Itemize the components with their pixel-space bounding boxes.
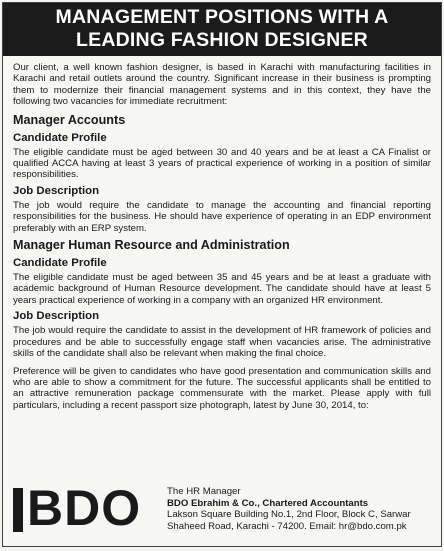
- recipient-line: The HR Manager: [167, 486, 241, 497]
- headline-line-2: LEADING FASHION DESIGNER: [76, 29, 368, 51]
- candidate-profile-heading: Candidate Profile: [13, 131, 107, 144]
- candidate-profile-text: The eligible candidate must be aged between 30 and 40 years and be at least a CA Finalist or qualified ACCA having at least 3 years of practical experience of working in a position of similar responsibilities.: [13, 146, 431, 181]
- job-description-heading: Job Description: [13, 184, 100, 197]
- bdo-logo: BDO: [27, 480, 142, 536]
- job-advertisement: [2, 2, 442, 547]
- intro-paragraph: Our client, a well known fashion designer, is based in Karachi with manufacturing facilities in Karachi and retail outlets around the country. Significant increase in their business is prompting them to modernize their financial management systems and in this context, they have the following two vacancies for immediate recruitment:: [13, 62, 431, 108]
- headline-banner: [3, 3, 441, 56]
- position-title-hr: Manager Human Resource and Administration: [13, 238, 290, 253]
- address-line-2: Shaheed Road, Karachi - 74200. Email: hr@bdo.com.pk: [167, 520, 407, 532]
- job-description-heading: Job Description: [13, 310, 100, 323]
- logo-bar-mark: [13, 488, 23, 532]
- position-title-accounts: Manager Accounts: [13, 112, 126, 127]
- address-line-1: Lakson Square Building No.1, 2nd Floor, Block C, Sarwar: [167, 509, 411, 521]
- candidate-profile-text: The eligible candidate must be aged between 35 and 45 years and be at least a graduate with academic background of Human Resource development. The candidate should have at least 5 years practical experience of working in a company with an organized HR environment.: [13, 272, 431, 306]
- job-description-text: The job would require the candidate to assist in the development of HR framework of policies and procedures and be able to successfully engage staff when vacancies arise. The administrative skills of the candidate shall also be relevant when making the final choice.: [13, 325, 431, 360]
- application-instructions: Preference will be given to candidates who have good presentation and communication skills and who are able to show a commitment for the future. The successful applicants shall be entitled to an attractive remuneration package commensurate with the market. Please apply with full particulars, including a recent passport size photograph, latest by June 30, 2014, to:: [13, 365, 431, 411]
- contact-footer: [13, 480, 433, 536]
- job-description-text: The job would require the candidate to manage the accounting and financial reporting responsibilities for the business. He should have experience of operating in an EDP environment preferably with an ERP system.: [13, 199, 431, 234]
- headline-line-1: MANAGEMENT POSITIONS WITH A: [55, 6, 389, 28]
- ad-body: [3, 56, 441, 411]
- firm-name: BDO Ebrahim & Co., Chartered Accountants: [167, 497, 369, 509]
- candidate-profile-heading: Candidate Profile: [13, 257, 107, 270]
- contact-address: [167, 486, 433, 532]
